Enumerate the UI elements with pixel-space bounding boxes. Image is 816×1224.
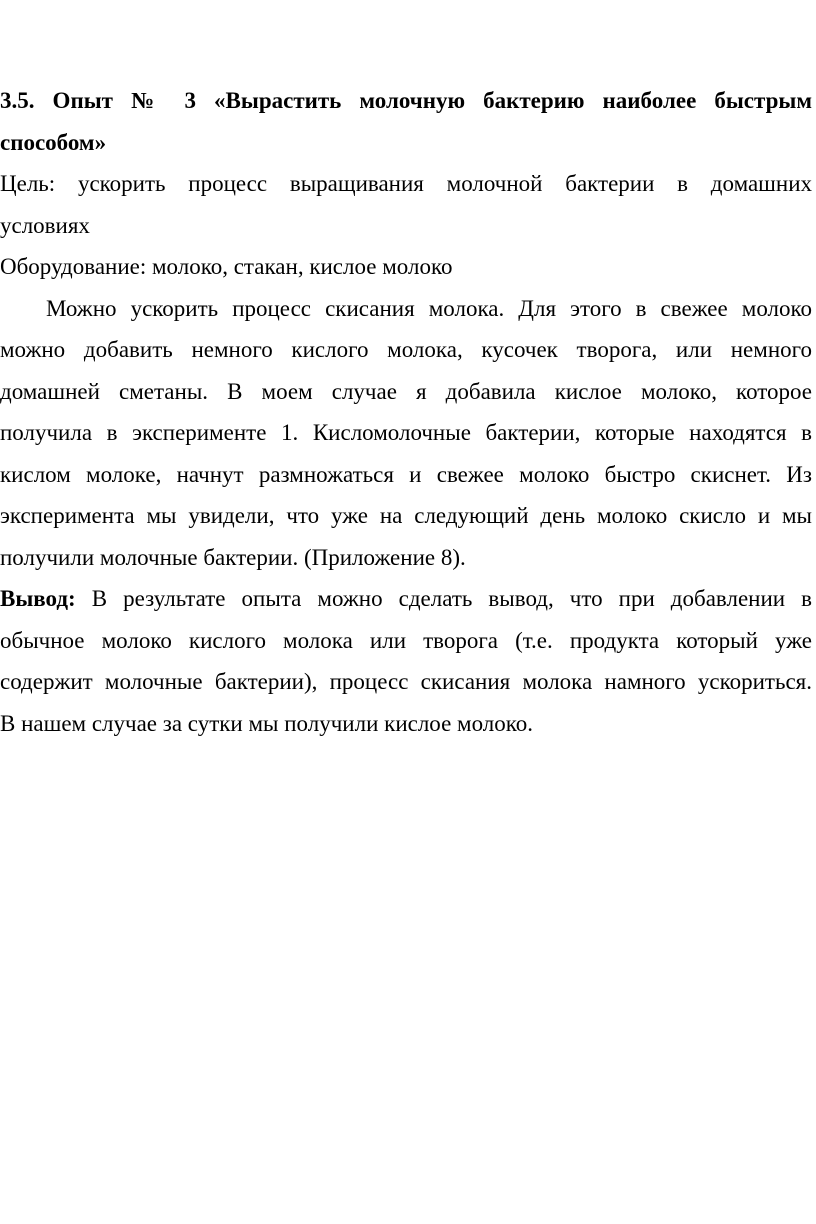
body-line: получила в эксперименте 1. Кисломолочные бактерии, которые находятся в	[0, 420, 812, 445]
heading-line-2: способом»	[0, 129, 107, 155]
conclusion-line-1	[0, 578, 812, 620]
conclusion-paragraph	[0, 578, 812, 744]
body-line: домашней сметаны. В моем случае я добавила кислое молоко, которое	[0, 378, 812, 404]
conclusion-label: Вывод:	[0, 586, 76, 611]
document-page	[0, 80, 812, 744]
goal-line-1: Цель: ускорить процесс выращивания молочной бактерии в домашних	[0, 171, 812, 196]
body-line: кислом молоке, начнут размножаться и свежее молоко быстро скиснет. Из	[0, 461, 812, 487]
goal-line-2: условиях	[0, 212, 90, 238]
body-line: можно добавить немного кислого молока, кусочек творога, или немного	[0, 337, 812, 362]
conclusion-line: содержит молочные бактерии), процесс скисания молока намного ускориться.	[0, 669, 812, 694]
heading-line-1: 3.5. Опыт № 3 «Вырастить молочную бактерию наиболее быстрым	[0, 88, 812, 113]
goal-paragraph	[0, 163, 812, 246]
body-line: Можно ускорить процесс скисания молока. Для этого в свежее молоко	[46, 295, 812, 321]
body-line: получили молочные бактерии. (Приложение 8).	[0, 544, 466, 570]
conclusion-line-1-text: В результате опыта можно сделать вывод, что при добавлении в	[75, 586, 812, 611]
body-line: эксперимента мы увидели, что уже на следующий день молоко скисло и мы	[0, 503, 812, 528]
conclusion-line: обычное молоко кислого молока или творога (т.е. продукта который уже	[0, 627, 812, 653]
equipment-paragraph	[0, 246, 812, 288]
conclusion-line: В нашем случае за сутки мы получили кислое молоко.	[0, 710, 534, 736]
body-paragraph	[0, 288, 812, 579]
section-heading	[0, 80, 812, 163]
equipment-line-1: Оборудование: молоко, стакан, кислое молоко	[0, 254, 453, 279]
